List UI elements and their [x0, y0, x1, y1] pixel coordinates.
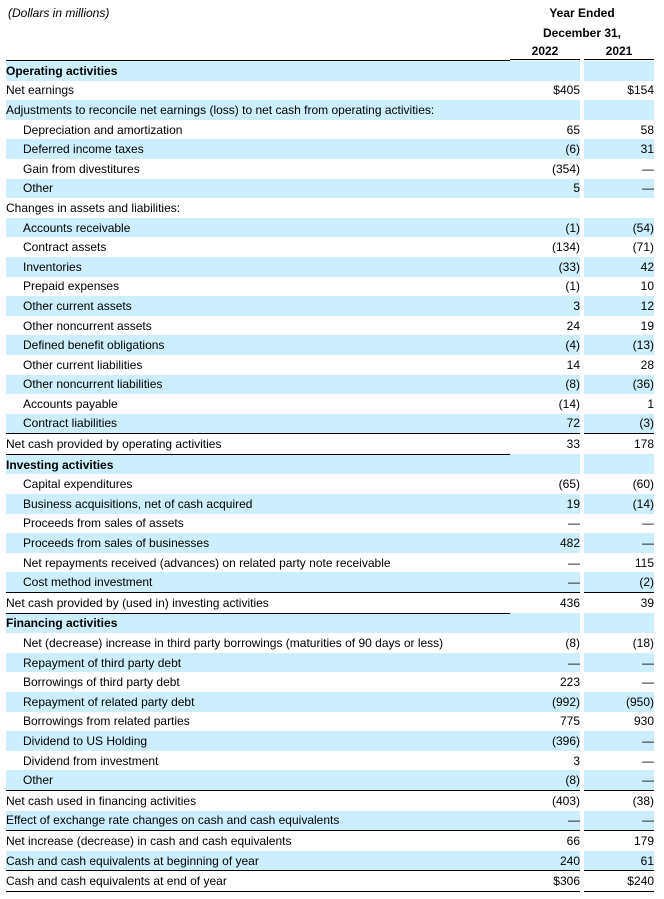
- value-2021: (18): [632, 636, 654, 651]
- value-2021: (36): [584, 375, 654, 395]
- value-2021: —: [584, 533, 654, 553]
- row-label: Contract liabilities: [6, 414, 510, 434]
- value-2022: 3: [510, 296, 580, 316]
- value-2021: [584, 613, 654, 633]
- row-label: Changes in assets and liabilities:: [6, 200, 181, 215]
- value-2021: [584, 61, 654, 81]
- row-label: Depreciation and amortization: [23, 122, 183, 137]
- value-2022: 223: [559, 675, 580, 690]
- value-2022: 240: [510, 851, 580, 871]
- table-row: [6, 770, 654, 790]
- row-label: Cost method investment: [6, 572, 510, 592]
- value-2021: 930: [633, 714, 654, 729]
- row-label: Accounts receivable: [6, 218, 510, 238]
- value-2022: 19: [510, 494, 580, 514]
- table-row: [6, 159, 654, 179]
- row-label: Business acquisitions, net of cash acquired: [6, 494, 510, 514]
- value-2021: 179: [584, 831, 654, 851]
- value-2022: (396): [510, 731, 580, 751]
- value-2022: (8): [510, 770, 580, 790]
- row-label: Cash and cash equivalents at beginning of year: [6, 851, 510, 871]
- section-header-row: [6, 613, 654, 633]
- value-2021: 61: [584, 851, 654, 871]
- row-label: Dividend to US Holding: [6, 731, 510, 751]
- value-2022: 482: [510, 533, 580, 553]
- value-2022: 3: [573, 753, 580, 768]
- value-2021: —: [642, 161, 654, 176]
- value-2021: (3): [584, 414, 654, 434]
- row-label: Net (decrease) increase in third party borrowings (maturities of 90 days or less): [23, 636, 444, 651]
- row-label: Cash and cash equivalents at end of year: [6, 871, 510, 892]
- table-row: [6, 120, 654, 140]
- table-row: [6, 653, 654, 673]
- table-row: [6, 414, 654, 434]
- value-2022: [510, 613, 580, 633]
- table-row: [6, 514, 654, 534]
- value-2022: 775: [559, 714, 580, 729]
- value-2022: $306: [510, 871, 580, 892]
- period-heading-line2: December 31,: [542, 26, 622, 40]
- value-2021: (71): [632, 240, 654, 255]
- value-2022: (134): [551, 240, 580, 255]
- row-label: Gain from divestitures: [23, 161, 140, 176]
- row-label: Prepaid expenses: [23, 279, 120, 294]
- table-row: [6, 394, 654, 414]
- value-2022: 33: [510, 434, 580, 455]
- table-row: [6, 296, 654, 316]
- table-row: [6, 335, 654, 355]
- value-2021: —: [584, 179, 654, 199]
- row-label: Borrowings from related parties: [23, 714, 190, 729]
- value-2022: (403): [510, 790, 580, 810]
- value-2022: (8): [510, 375, 580, 395]
- value-2022: (6): [510, 139, 580, 159]
- total-row: [6, 434, 654, 455]
- value-2022: —: [568, 516, 580, 531]
- value-2022: (4): [510, 335, 580, 355]
- value-2021: —: [642, 675, 654, 690]
- value-2022: [510, 61, 580, 81]
- value-2021: [584, 100, 654, 120]
- row-label: Other current liabilities: [23, 357, 143, 372]
- period-heading-line1: Year Ended: [549, 6, 615, 20]
- table-row: [6, 198, 654, 218]
- value-2022: $405: [553, 83, 580, 98]
- value-2021: 115: [634, 555, 654, 570]
- cash-flow-table: [6, 60, 654, 892]
- table-row: [6, 572, 654, 592]
- table-header: [0, 0, 664, 60]
- value-2021: 39: [584, 593, 654, 614]
- column-header-2022: 2022: [510, 44, 580, 60]
- value-2022: 65: [566, 122, 580, 137]
- row-label: Other current assets: [6, 296, 510, 316]
- value-2021: 1: [647, 396, 654, 411]
- value-2022: (992): [510, 692, 580, 712]
- value-2022: 14: [566, 357, 580, 372]
- row-label: Other: [6, 770, 510, 790]
- row-label: Net repayments received (advances) on related party note receivable: [23, 555, 391, 570]
- row-label: Net earnings: [6, 83, 75, 98]
- row-label: Deferred income taxes: [6, 139, 510, 159]
- value-2022: (33): [510, 257, 580, 277]
- row-label: Other noncurrent liabilities: [6, 375, 510, 395]
- table-row: [6, 316, 654, 336]
- row-label: Capital expenditures: [23, 477, 133, 492]
- row-label: Adjustments to reconcile net earnings (loss) to net cash from operating activities:: [6, 100, 510, 120]
- table-row: [6, 375, 654, 395]
- value-2022: 66: [510, 831, 580, 851]
- total-row: [6, 593, 654, 614]
- value-2021: —: [584, 770, 654, 790]
- value-2021: (13): [584, 335, 654, 355]
- units-note: (Dollars in millions): [8, 6, 110, 20]
- value-2021: (38): [584, 790, 654, 810]
- value-2021: 12: [584, 296, 654, 316]
- value-2022: 72: [510, 414, 580, 434]
- value-2021: —: [642, 516, 654, 531]
- value-2022: (1): [565, 279, 580, 294]
- column-header-2021: 2021: [584, 44, 654, 60]
- row-label: Net increase (decrease) in cash and cash equivalents: [6, 831, 510, 851]
- row-label: Other noncurrent assets: [23, 318, 152, 333]
- value-2022: (8): [565, 636, 580, 651]
- value-2021: 19: [640, 318, 654, 333]
- value-2021: 28: [640, 357, 654, 372]
- value-2021: (2): [584, 572, 654, 592]
- value-2021: [584, 454, 654, 474]
- section-header-row: [6, 454, 654, 474]
- value-2021: 178: [584, 434, 654, 455]
- total-row: [6, 831, 654, 851]
- value-2021: 10: [640, 279, 654, 294]
- value-2022: [510, 100, 580, 120]
- value-2022: [510, 454, 580, 474]
- row-label: Proceeds from sales of assets: [23, 516, 184, 531]
- table-row: [6, 139, 654, 159]
- table-row: [6, 474, 654, 494]
- row-label: Borrowings of third party debt: [23, 675, 180, 690]
- value-2022: 5: [510, 179, 580, 199]
- table-row: [6, 237, 654, 257]
- row-label: Investing activities: [6, 454, 510, 474]
- value-2022: 24: [566, 318, 580, 333]
- table-row: [6, 179, 654, 199]
- table-row: [6, 494, 654, 514]
- table-row: [6, 100, 654, 120]
- value-2022: (1): [510, 218, 580, 238]
- value-2021: —: [584, 811, 654, 831]
- row-label: Defined benefit obligations: [6, 335, 510, 355]
- value-2021: $154: [627, 83, 654, 98]
- row-label: Proceeds from sales of businesses: [6, 533, 510, 553]
- row-label: Net cash provided by (used in) investing activities: [6, 593, 510, 614]
- value-2022: —: [510, 653, 580, 673]
- value-2022: (65): [558, 477, 580, 492]
- table-row: [6, 751, 654, 771]
- value-2022: [510, 198, 580, 218]
- value-2021: (950): [584, 692, 654, 712]
- row-label: Inventories: [6, 257, 510, 277]
- value-2022: —: [510, 811, 580, 831]
- table-row: [6, 355, 654, 375]
- table-row: [6, 692, 654, 712]
- total-row: [6, 790, 654, 810]
- row-label: Net cash provided by operating activities: [6, 434, 510, 455]
- row-label: Other: [6, 179, 510, 199]
- value-2022: —: [568, 555, 580, 570]
- value-2021: —: [642, 753, 654, 768]
- value-2022: (354): [551, 161, 580, 176]
- row-label: Repayment of related party debt: [6, 692, 510, 712]
- row-label: Dividend from investment: [23, 753, 159, 768]
- row-label: Effect of exchange rate changes on cash and cash equivalents: [6, 811, 510, 831]
- section-header-row: [6, 61, 654, 81]
- table-row: [6, 277, 654, 297]
- table-row: [6, 633, 654, 653]
- value-2021: 31: [584, 139, 654, 159]
- table-row: [6, 533, 654, 553]
- value-2021: [584, 198, 654, 218]
- table-row: [6, 672, 654, 692]
- row-label: Financing activities: [6, 613, 510, 633]
- value-2022: (14): [558, 396, 580, 411]
- value-2022: —: [510, 572, 580, 592]
- value-2021: 58: [640, 122, 654, 137]
- value-2021: (54): [584, 218, 654, 238]
- value-2021: —: [584, 653, 654, 673]
- value-2021: —: [584, 731, 654, 751]
- row-label: Accounts payable: [23, 396, 118, 411]
- row-label: Contract assets: [23, 240, 107, 255]
- table-row: [6, 553, 654, 573]
- table-row: [6, 218, 654, 238]
- row-label: Repayment of third party debt: [6, 653, 510, 673]
- value-2021: (14): [584, 494, 654, 514]
- total-row: [6, 871, 654, 892]
- value-2021: $240: [584, 871, 654, 892]
- table-row: [6, 811, 654, 831]
- table-row: [6, 257, 654, 277]
- value-2022: 436: [510, 593, 580, 614]
- table-row: [6, 81, 654, 101]
- table-row: [6, 851, 654, 871]
- value-2021: 42: [584, 257, 654, 277]
- table-row: [6, 712, 654, 732]
- row-label: Net cash used in financing activities: [6, 790, 510, 810]
- row-label: Operating activities: [6, 61, 510, 81]
- table-row: [6, 731, 654, 751]
- value-2021: (60): [632, 477, 654, 492]
